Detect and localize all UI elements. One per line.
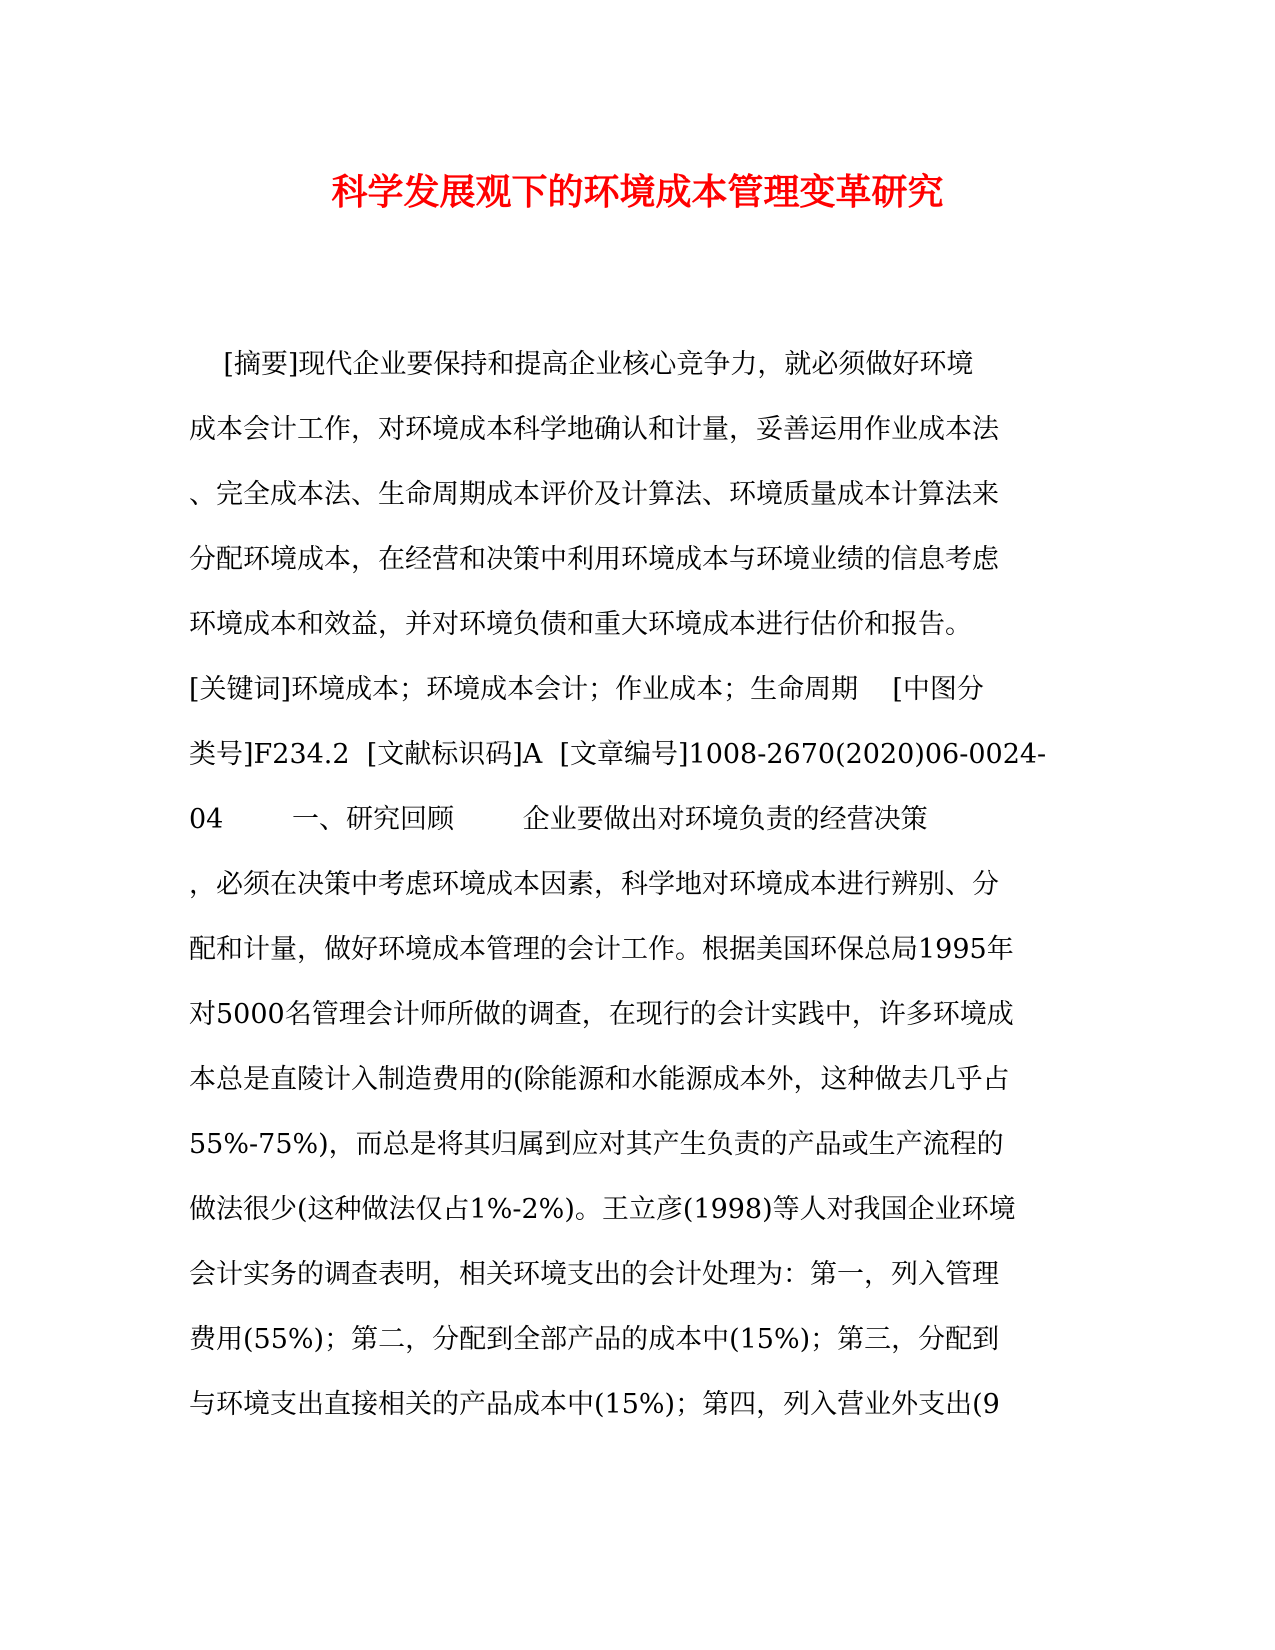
text-line: 55%-75%)，而总是将其归属到应对其产生负责的产品或生产流程的 [189,1129,1004,1160]
text-line: [摘要]现代企业要保持和提高企业核心竞争力，就必须做好环境 [189,349,974,380]
text-line: 费用(55%)；第二，分配到全部产品的成本中(15%)；第三，分配到 [189,1324,1000,1355]
text-line: 配和计量，做好环境成本管理的会计工作。根据美国环保总局1995年 [189,934,1014,965]
text-line: 成本会计工作，对环境成本科学地确认和计量，妥善运用作业成本法 [189,414,999,445]
text-line: ，必须在决策中考虑环境成本因素，科学地对环境成本进行辨别、分 [189,869,999,900]
text-line: 会计实务的调查表明，相关环境支出的会计处理为：第一，列入管理 [189,1259,999,1290]
text-line: 对5000名管理会计师所做的调查，在现行的会计实践中，许多环境成 [189,999,1014,1030]
text-line: [关键词]环境成本；环境成本会计；作业成本；生命周期 [中图分 [189,674,984,705]
text-line: 做法很少(这种做法仅占1%-2%)。王立彦(1998)等人对我国企业环境 [189,1194,1016,1225]
document-body [189,345,1089,1450]
text-line: 分配环境成本，在经营和决策中利用环境成本与环境业绩的信息考虑 [189,544,999,575]
document-title: 科学发展观下的环境成本管理变革研究 [331,171,944,213]
text-line: 、完全成本法、生命周期成本评价及计算法、环境质量成本计算法来 [189,479,999,510]
text-line: 与环境支出直接相关的产品成本中(15%)；第四，列入营业外支出(9 [189,1389,1000,1420]
text-line: 环境成本和效益，并对环境负债和重大环境成本进行估价和报告。 [189,609,972,640]
text-line: 04 一、研究回顾 企业要做出对环境负责的经营决策 [189,804,928,835]
text-line: 本总是直陵计入制造费用的(除能源和水能源成本外，这种做去几乎占 [189,1064,1010,1095]
text-line: 类号]F234.2 [文献标识码]A [文章编号]1008-2670(2020)06-0024- [189,739,1047,770]
